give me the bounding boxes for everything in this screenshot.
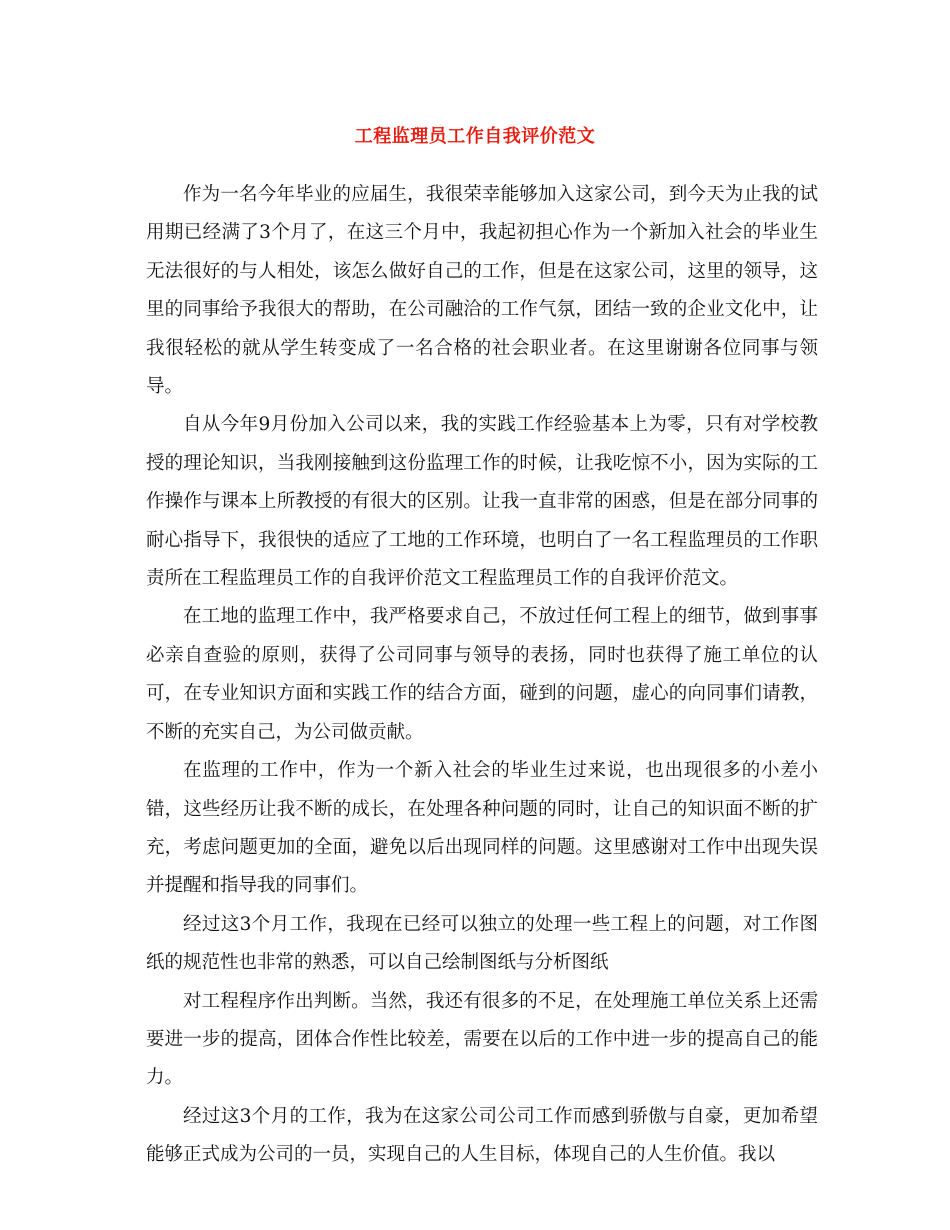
paragraph: 经过这3个月工作，我现在已经可以独立的处理一些工程上的问题，对工作图纸的规范性也非常的熟悉，可以自己绘制图纸与分析图纸	[146, 913, 818, 974]
paragraph: 自从今年9月份加入公司以来，我的实践工作经验基本上为零，只有对学校教授的理论知识，当我刚接触到这份监理工作的时候，让我吃惊不小，因为实际的工作操作与课本上所教授的有很大的区别。让我一直非常的困惑，但是在部分同事的耐心指导下，我很快的适应了工地的工作环境，也明白了一名工程监理员的工作职责所在工程监理员工作的自我评价范文工程监理员工作的自我评价范文。	[146, 414, 818, 590]
paragraph: 在工地的监理工作中，我严格要求自己，不放过任何工程上的细节，做到事事必亲自查验的原则，获得了公司同事与领导的表扬，同时也获得了施工单位的认可，在专业知识方面和实践工作的结合方面，碰到的问题，虚心的向同事们请教，不断的充实自己，为公司做贡献。	[146, 606, 818, 743]
document-title: 工程监理员工作自我评价范文	[354, 126, 596, 147]
paragraph: 作为一名今年毕业的应届生，我很荣幸能够加入这家公司，到今天为止我的试用期已经满了3个月了，在这三个月中，我起初担心作为一个新加入社会的毕业生无法很好的与人相处，该怎么做好自己的工作，但是在这家公司，这里的领导，这里的同事给予我很大的帮助，在公司融洽的工作气氛，团结一致的企业文化中，让我很轻松的就从学生转变成了一名合格的社会职业者。在这里谢谢各位同事与领导。	[146, 184, 818, 398]
document-body	[146, 176, 818, 1175]
paragraph: 对工程程序作出判断。当然，我还有很多的不足，在处理施工单位关系上还需要进一步的提高，团体合作性比较差，需要在以后的工作中进一步的提高自己的能力。	[146, 990, 818, 1089]
paragraph: 在监理的工作中，作为一个新入社会的毕业生过来说，也出现很多的小差小错，这些经历让我不断的成长，在处理各种问题的同时，让自己的知识面不断的扩充，考虑问题更加的全面，避免以后出现同样的问题。这里感谢对工作中出现失误并提醒和指导我的同事们。	[146, 760, 818, 897]
paragraph: 经过这3个月的工作，我为在这家公司公司工作而感到骄傲与自豪，更加希望能够正式成为公司的一员，实现自己的人生目标，体现自己的人生价值。我以	[146, 1105, 818, 1166]
